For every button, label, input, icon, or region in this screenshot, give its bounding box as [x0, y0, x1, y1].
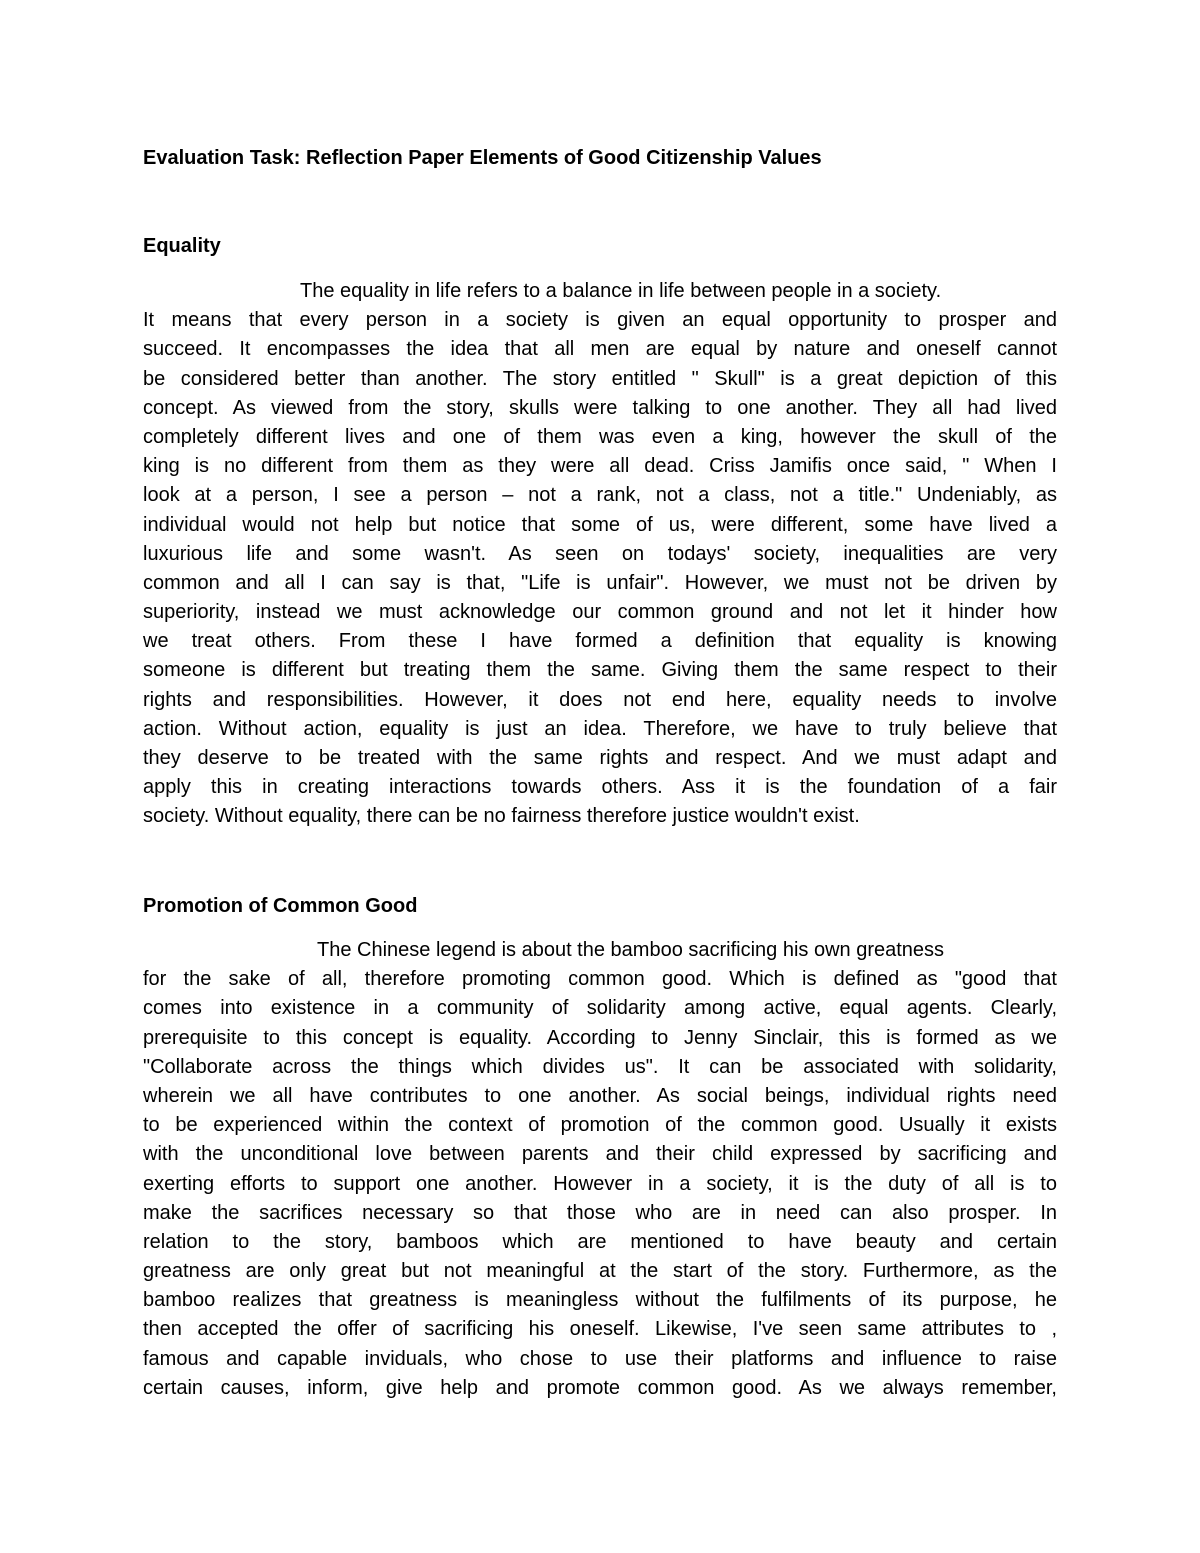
section-heading-common-good: Promotion of Common Good — [143, 895, 418, 917]
paragraph-line: greatness are only great but not meaningful at the start of the story. Furthermore, as the — [143, 1260, 1057, 1283]
paragraph-line: rights and responsibilities. However, it does not end here, equality needs to involve — [143, 688, 1057, 711]
paragraph-line: we treat others. From these I have formed a definition that equality is knowing — [143, 630, 1057, 653]
paragraph-line: famous and capable inviduals, who chose to use their platforms and influence to raise — [143, 1347, 1057, 1370]
paragraph-line: certain causes, inform, give help and promote common good. As we always remember, — [143, 1376, 1057, 1399]
paragraph-line: comes into existence in a community of solidarity among active, equal agents. Clearly, — [143, 997, 1057, 1020]
paragraph-line: individual would not help but notice that some of us, were different, some have lived a — [143, 513, 1057, 536]
paragraph-line: "Collaborate across the things which divides us". It can be associated with solidarity, — [143, 1055, 1057, 1078]
paragraph-line: king is no different from them as they were all dead. Criss Jamifis once said, " When I — [143, 455, 1057, 478]
paragraph-line: wherein we all have contributes to one another. As social beings, individual rights need — [143, 1084, 1057, 1107]
paragraph-line: The equality in life refers to a balance in life between people in a society. — [300, 280, 942, 302]
paragraph-line: It means that every person in a society is given an equal opportunity to prosper and — [143, 309, 1057, 332]
paragraph-line: to be experienced within the context of promotion of the common good. Usually it exists — [143, 1114, 1057, 1137]
document-title: Evaluation Task: Reflection Paper Elements of Good Citizenship Values — [143, 147, 822, 169]
paragraph-line: exerting efforts to support one another. However in a society, it is the duty of all is to — [143, 1172, 1057, 1195]
section-body-common-good — [143, 936, 1057, 1403]
paragraph-line: prerequisite to this concept is equality. According to Jenny Sinclair, this is formed as we — [143, 1026, 1057, 1049]
paragraph-line: look at a person, I see a person – not a rank, not a class, not a title." Undeniably, as — [143, 484, 1057, 507]
paragraph-line: apply this in creating interactions towards others. Ass it is the foundation of a fair — [143, 776, 1057, 799]
paragraph-line: luxurious life and some wasn't. As seen on todays' society, inequalities are very — [143, 542, 1057, 565]
paragraph-line: succeed. It encompasses the idea that all men are equal by nature and oneself cannot — [143, 338, 1057, 361]
paragraph-line: be considered better than another. The story entitled " Skull" is a great depiction of this — [143, 367, 1057, 390]
paragraph-line: for the sake of all, therefore promoting common good. Which is defined as "good that — [143, 968, 1057, 991]
paragraph-line: then accepted the offer of sacrificing his oneself. Likewise, I've seen same attributes to , — [143, 1318, 1057, 1341]
paragraph-line: make the sacrifices necessary so that those who are in need can also prosper. In — [143, 1201, 1057, 1224]
paragraph-line: action. Without action, equality is just an idea. Therefore, we have to truly believe that — [143, 717, 1057, 740]
paragraph-line: bamboo realizes that greatness is meaningless without the fulfilments of its purpose, he — [143, 1289, 1057, 1312]
paragraph-line: The Chinese legend is about the bamboo sacrificing his own greatness — [317, 939, 945, 961]
paragraph-line: society. Without equality, there can be no fairness therefore justice wouldn't exist. — [143, 805, 860, 828]
paragraph-line: superiority, instead we must acknowledge our common ground and not let it hinder how — [143, 601, 1057, 624]
section-body-equality — [143, 277, 1057, 832]
paragraph-line: common and all I can say is that, "Life is unfair". However, we must not be driven by — [143, 571, 1057, 594]
paragraph-line: concept. As viewed from the story, skulls were talking to one another. They all had lived — [143, 396, 1057, 419]
paragraph-line: with the unconditional love between parents and their child expressed by sacrificing and — [143, 1143, 1057, 1166]
paragraph-line: someone is different but treating them the same. Giving them the same respect to their — [143, 659, 1057, 682]
paragraph-line: they deserve to be treated with the same rights and respect. And we must adapt and — [143, 747, 1057, 769]
paragraph-line: relation to the story, bamboos which are mentioned to have beauty and certain — [143, 1230, 1057, 1253]
paragraph-line: completely different lives and one of them was even a king, however the skull of the — [143, 425, 1057, 448]
section-heading-equality: Equality — [143, 235, 221, 257]
